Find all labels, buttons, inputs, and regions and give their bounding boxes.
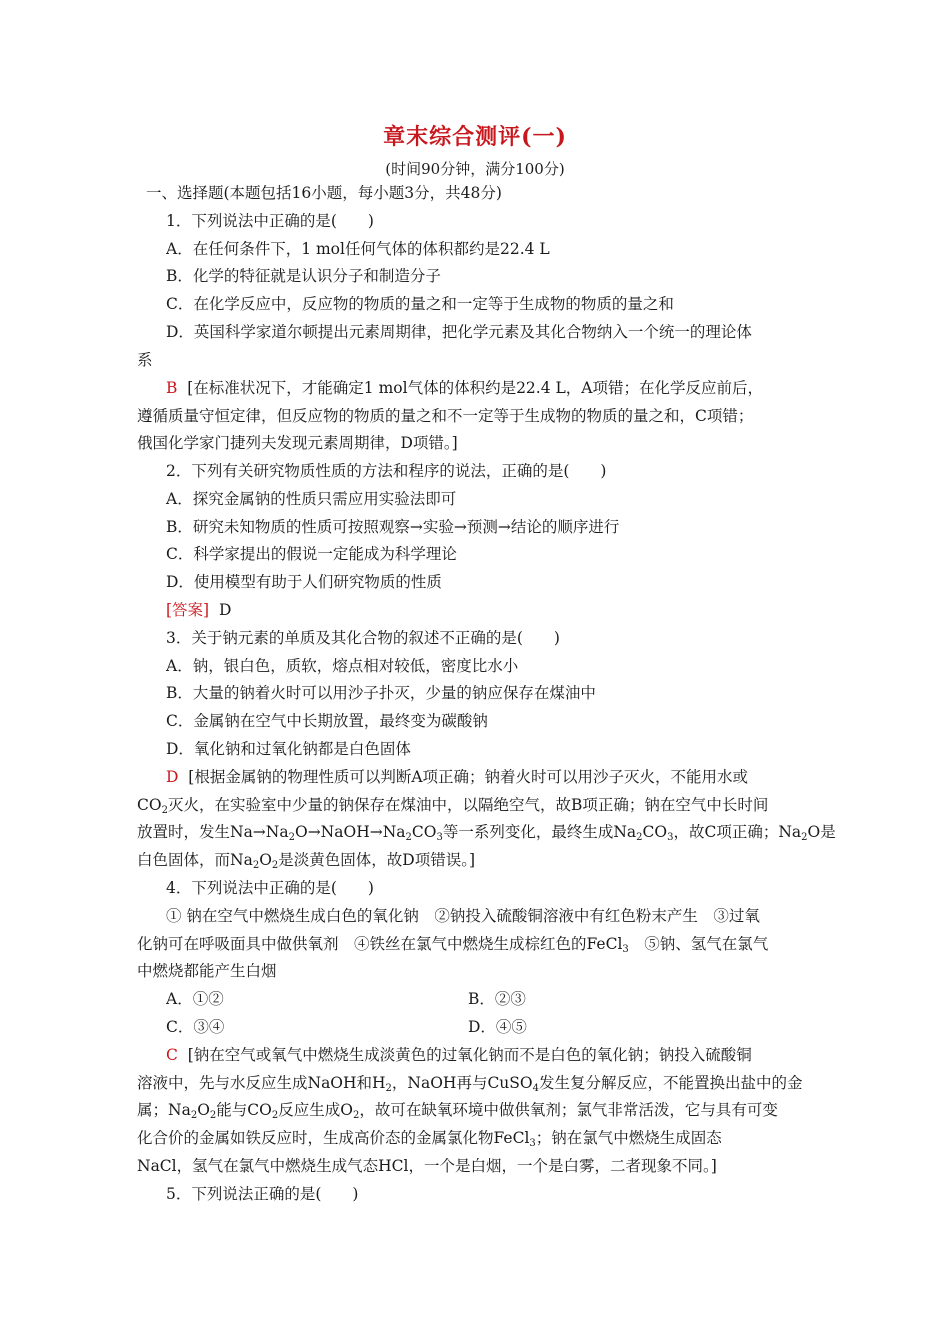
question-4-statements-line2: [137, 934, 768, 954]
answer-letter: D: [166, 768, 179, 786]
answer-label: [答案]: [166, 601, 210, 619]
subscript: 2: [405, 832, 412, 843]
explanation-text: 等一系列变化，最终生成Na: [442, 823, 637, 841]
question-3-option-b: B．大量的钠着火时可以用沙子扑灭，少量的钠应保存在煤油中: [166, 684, 596, 702]
explanation-text: 化合价的金属如铁反应时，生成高价态的金属氯化物FeCl: [137, 1129, 530, 1147]
subscript: 2: [209, 1110, 217, 1121]
explanation-text: O是: [807, 823, 836, 841]
question-4-explanation: [166, 1045, 752, 1065]
page-subtitle: (时间90分钟，满分100分): [385, 160, 565, 178]
explanation-text: [根据金属钠的物理性质可以判断A项正确；钠着火时可以用沙子灭火，不能用水或: [188, 768, 749, 786]
subscript: 2: [271, 1110, 279, 1121]
explanation-text: 是淡黄色固体，故D项错误。]: [278, 851, 476, 869]
subscript: 2: [801, 832, 808, 843]
explanation-text: ，故可在缺氧环境中做供氧剂；氯气非常活泼，它与具有可变: [359, 1101, 778, 1119]
subscript: 2: [636, 832, 643, 843]
page-title: 章末综合测评(一): [383, 124, 567, 150]
subscript: 2: [252, 860, 260, 871]
subscript: 3: [436, 832, 443, 843]
explanation-text: 溶液中，先与水反应生成NaOH和H: [137, 1074, 386, 1092]
question-1-option-a: A．在任何条件下，1 mol任何气体的体积都约是22.4 L: [166, 240, 550, 258]
question-2-stem: 2．下列有关研究物质性质的方法和程序的说法，正确的是( ): [166, 462, 607, 480]
answer-letter: D: [218, 601, 232, 619]
question-4-option-d: D．④⑤: [468, 1018, 527, 1036]
subscript: 4: [532, 1083, 539, 1094]
explanation-text: 放置时，发生Na→Na: [137, 823, 289, 841]
question-4-statements: ① 钠在空气中燃烧生成白色的氧化钠 ②钠投入硫酸铜溶液中有红色粉末产生 ③过氧: [166, 907, 760, 925]
question-1-explanation-line3: 俄国化学家门捷列夫发现元素周期律，D项错。]: [137, 434, 458, 452]
question-4-explanation-line4: [137, 1128, 722, 1148]
question-1-stem: 1．下列说法中正确的是( ): [166, 212, 374, 230]
subscript: 2: [385, 1083, 392, 1094]
question-4-explanation-line2: [137, 1073, 803, 1093]
explanation-text: ，NaOH再与CuSO: [391, 1074, 533, 1092]
question-4-option-a: A．①②: [166, 990, 224, 1008]
section-heading: 一、选择题(本题包括16小题，每小题3分，共48分): [146, 184, 502, 202]
subscript: 3: [622, 944, 629, 955]
question-1-option-b: B．化学的特征就是认识分子和制造分子: [166, 267, 441, 285]
question-3-option-c: C．金属钠在空气中长期放置，最终变为碳酸钠: [166, 712, 488, 730]
explanation-text: [在标准状况下，才能确定1 mol气体的体积约是22.4 L，A项错；在化学反应前后，: [187, 379, 764, 397]
explanation-text: ，故C项正确；Na: [673, 823, 802, 841]
question-4-explanation-line5: NaCl，氢气在氯气中燃烧生成气态HCl，一个是白烟，一个是白雾，二者现象不同。]: [137, 1157, 717, 1175]
explanation-text: 反应生成O: [278, 1101, 353, 1119]
answer-letter: C: [166, 1046, 178, 1064]
question-1-explanation-line2: 遵循质量守恒定律，但反应物的物质的量之和不一定等于生成物的物质的量之和，C项错；: [137, 407, 754, 425]
explanation-text: 属；Na: [137, 1101, 191, 1119]
question-4-statements-line3: 中燃烧都能产生白烟: [137, 962, 277, 980]
question-1-option-d-cont: 系: [137, 351, 153, 369]
question-1-explanation: [166, 378, 763, 398]
explanation-text: 白色固体，而Na: [137, 851, 253, 869]
answer-letter: B: [166, 379, 178, 397]
question-4-option-c: C．③④: [166, 1018, 225, 1036]
explanation-text: O: [259, 851, 272, 869]
question-1-option-d: D．英国科学家道尔顿提出元素周期律，把化学元素及其化合物纳入一个统一的理论体: [166, 323, 752, 341]
question-4-option-b: B．②③: [468, 990, 526, 1008]
question-4-explanation-line3: [137, 1100, 778, 1120]
explanation-text: CO: [411, 823, 437, 841]
question-3-explanation: [166, 767, 748, 787]
question-3-explanation-line3: [137, 822, 836, 842]
formula-text: CO: [137, 796, 162, 814]
question-2-option-a: A．探究金属钠的性质只需应用实验法即可: [166, 490, 457, 508]
question-2-answer: [166, 600, 231, 620]
explanation-text: [钠在空气或氧气中燃烧生成淡黄色的过氧化钠而不是白色的氧化钠；钠投入硫酸铜: [187, 1046, 752, 1064]
explanation-text: CO: [642, 823, 668, 841]
question-5-stem: 5．下列说法正确的是( ): [166, 1185, 359, 1203]
question-2-option-c: C．科学家提出的假说一定能成为科学理论: [166, 545, 457, 563]
question-3-option-a: A．钠，银白色，质软，熔点相对较低，密度比水小: [166, 657, 519, 675]
subscript: 2: [161, 805, 168, 816]
subscript: 3: [667, 832, 674, 843]
explanation-text: 灭火，在实验室中少量的钠保存在煤油中，以隔绝空气，故B项正确；钠在空气中长时间: [167, 796, 769, 814]
explanation-text: O: [197, 1101, 210, 1119]
statement-text: 化钠可在呼吸面具中做供氧剂 ④铁丝在氯气中燃烧生成棕红色的FeCl: [137, 935, 623, 953]
subscript: 2: [190, 1110, 198, 1121]
explanation-text: ；钠在氯气中燃烧生成固态: [535, 1129, 722, 1147]
explanation-text: 发生复分解反应，不能置换出盐中的金: [539, 1074, 803, 1092]
question-1-option-c: C．在化学反应中，反应物的物质的量之和一定等于生成物的物质的量之和: [166, 295, 674, 313]
subscript: 2: [271, 860, 279, 871]
question-2-option-b: B．研究未知物质的性质可按照观察→实验→预测→结论的顺序进行: [166, 518, 620, 536]
explanation-text: 能与CO: [216, 1101, 272, 1119]
question-2-option-d: D．使用模型有助于人们研究物质的性质: [166, 573, 442, 591]
explanation-text: O→NaOH→Na: [294, 823, 406, 841]
subscript: 2: [288, 832, 295, 843]
question-3-option-d: D．氧化钠和过氧化钠都是白色固体: [166, 740, 411, 758]
question-3-explanation-line4: [137, 850, 475, 870]
question-3-explanation-line2: [137, 795, 768, 815]
question-3-stem: 3．关于钠元素的单质及其化合物的叙述不正确的是( ): [166, 629, 560, 647]
subscript: 2: [352, 1110, 360, 1121]
subscript: 3: [529, 1138, 536, 1149]
statement-text: ⑤钠、氢气在氯气: [628, 935, 769, 953]
question-4-stem: 4．下列说法中正确的是( ): [166, 879, 374, 897]
